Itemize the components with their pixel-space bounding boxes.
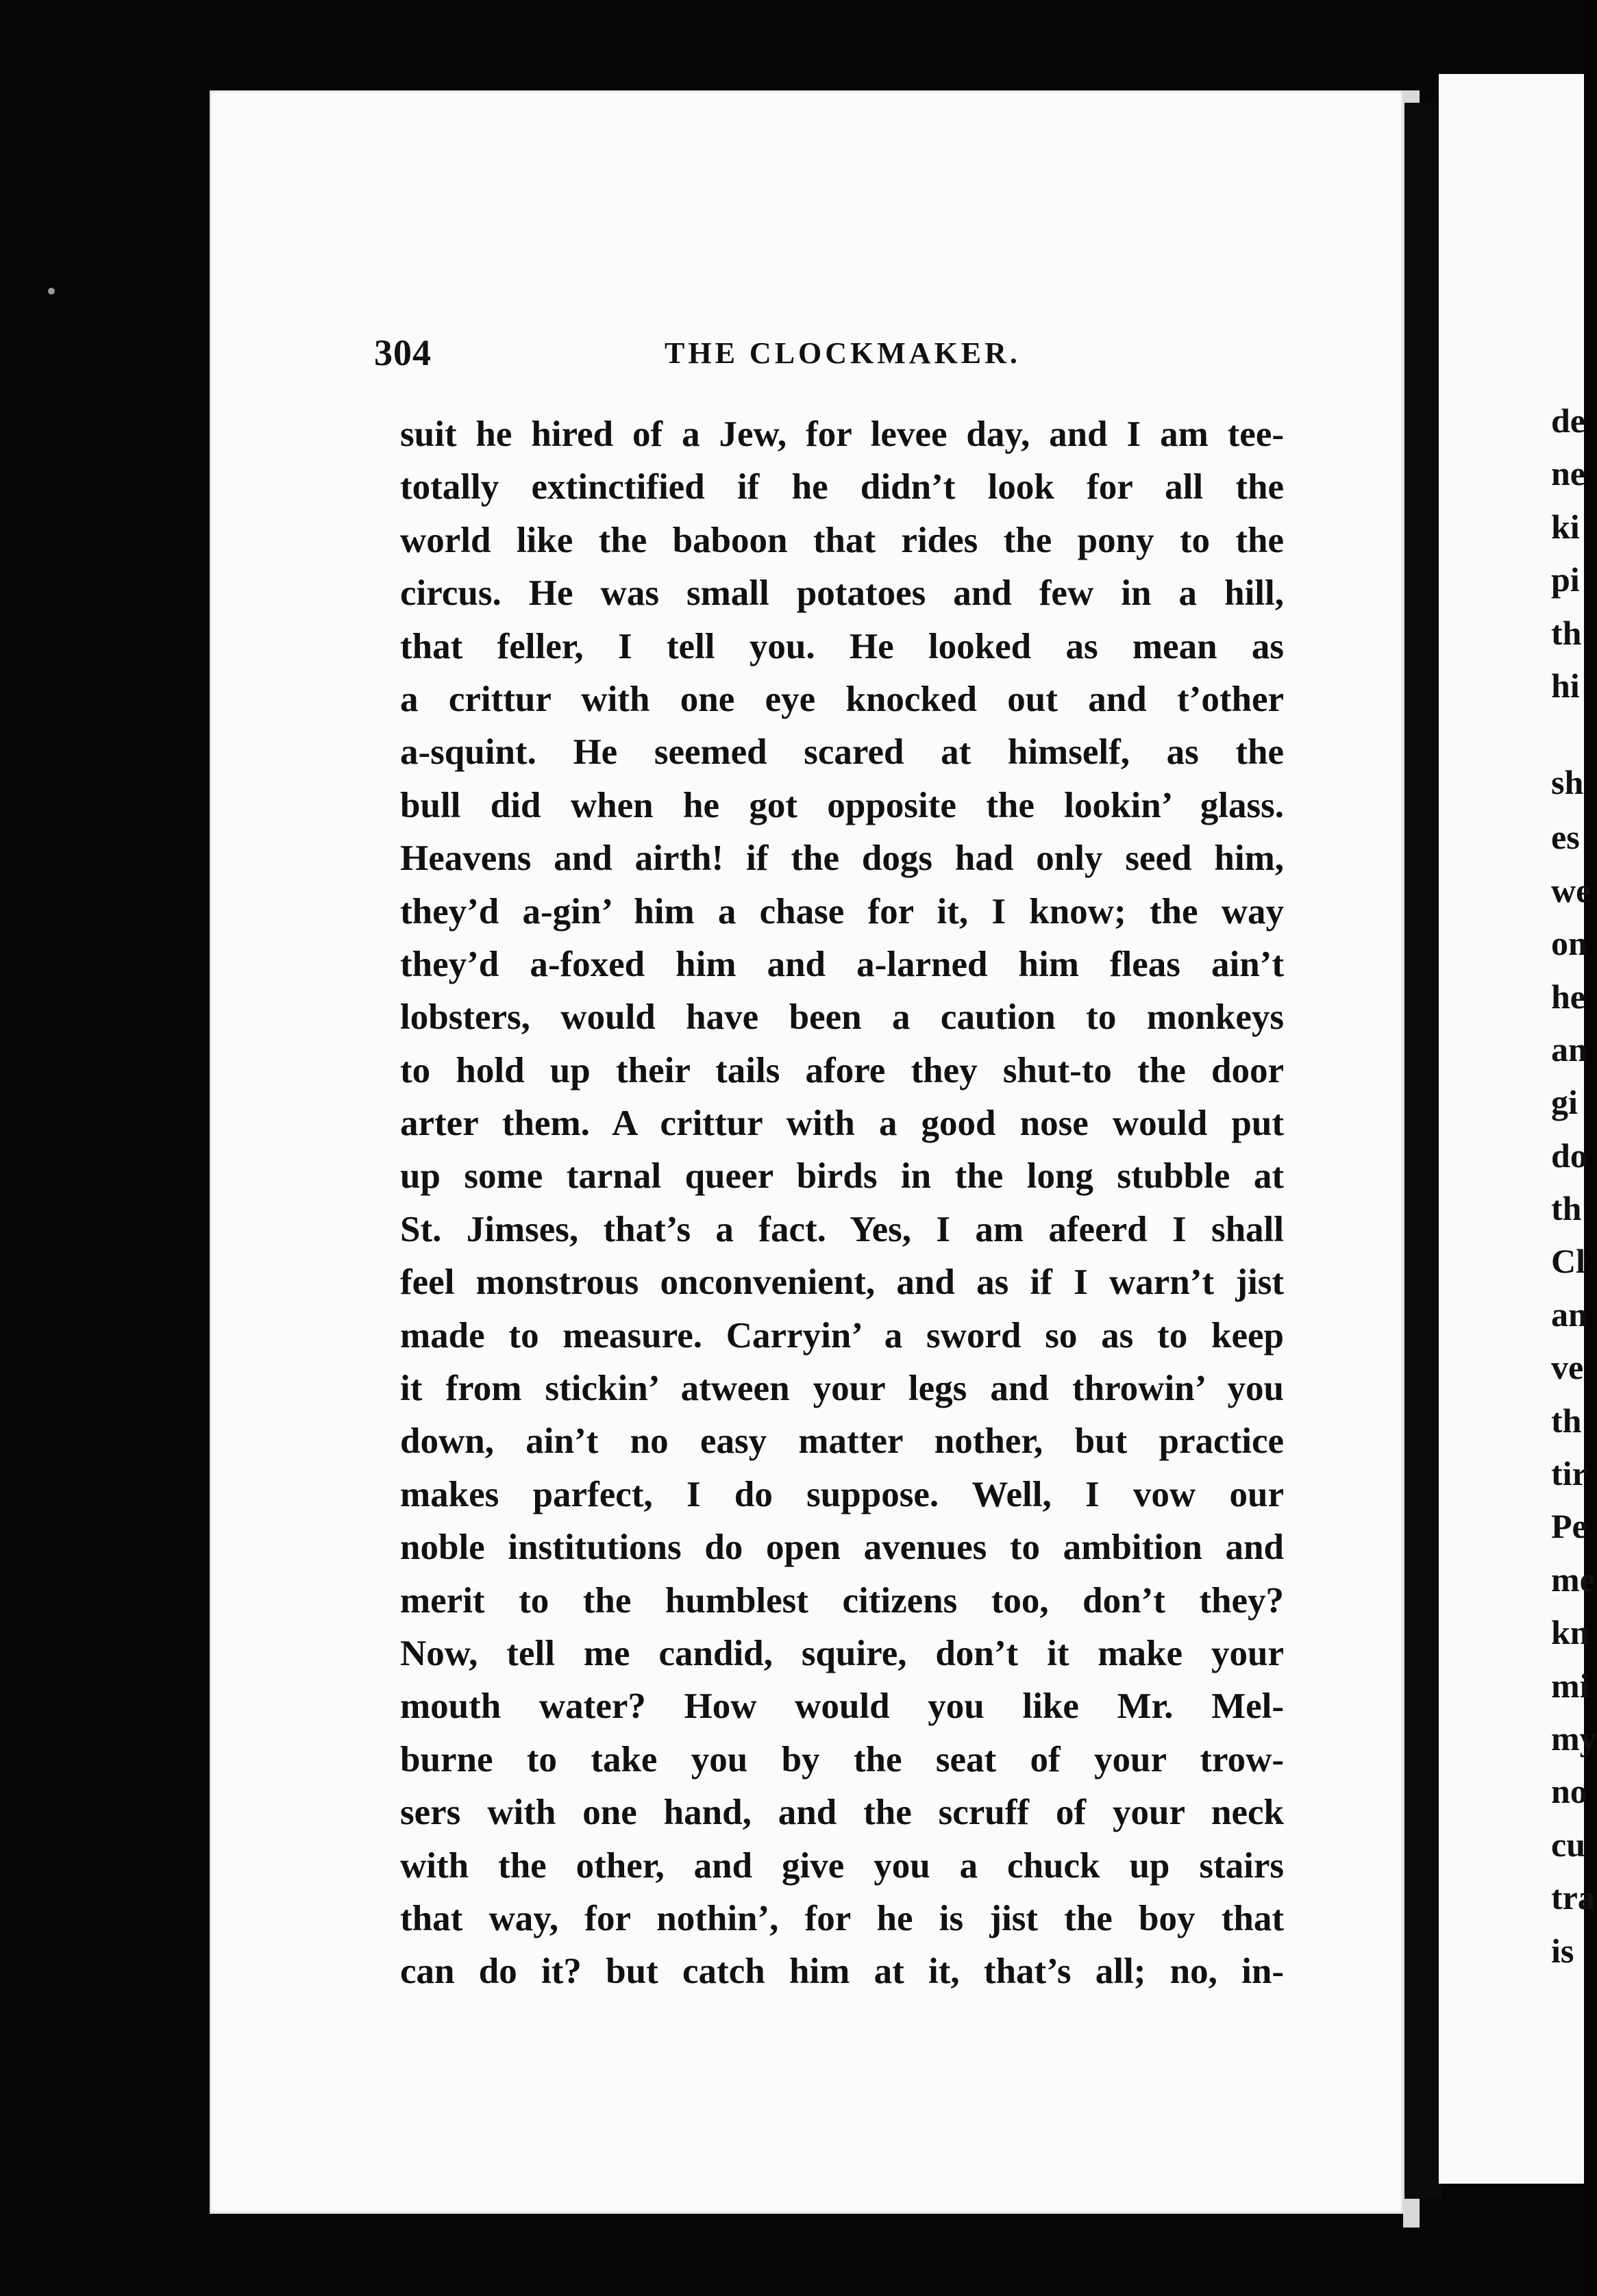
right-page-fragment: my (1551, 1719, 1597, 1758)
text-line: totally extinctified if he didn’t look for all the (400, 467, 1284, 508)
text-line: lobsters, would have been a caution to monkeys (400, 997, 1284, 1038)
right-page-fragment: no (1551, 1772, 1587, 1811)
right-page-fragment: th (1551, 1189, 1582, 1228)
right-page-fragment: hi (1551, 666, 1580, 705)
right-page-fragment: he (1551, 977, 1585, 1016)
text-line: sers with one hand, and the scruff of your neck (400, 1793, 1284, 1833)
text-line: St. Jimses, that’s a fact. Yes, I am afeerd I shall (400, 1209, 1284, 1249)
right-page-fragment: Cl (1551, 1242, 1585, 1281)
page-header (374, 332, 1306, 386)
right-page-fragment: th (1551, 1401, 1582, 1440)
text-line: burne to take you by the seat of your trow- (400, 1739, 1284, 1780)
right-page-fragment: tra (1551, 1878, 1595, 1917)
right-page-fragment: mi (1551, 1666, 1589, 1705)
text-line: Now, tell me candid, squire, don’t it make your (400, 1633, 1284, 1673)
text-line: world like the baboon that rides the pony to the (400, 520, 1284, 560)
right-page-fragment: ne (1551, 454, 1585, 493)
right-page-fragment: pi (1551, 560, 1580, 599)
right-page-fragment: tir (1551, 1454, 1587, 1493)
right-page-fragment: cu (1551, 1825, 1585, 1864)
right-page-fragment: th (1551, 613, 1582, 652)
page-number: 304 (374, 332, 432, 373)
text-line: bull did when he got opposite the lookin’ glass. (400, 785, 1284, 825)
text-line: can do it? but catch him at it, that’s all; no, in- (400, 1951, 1284, 1992)
right-page-fragment: ve (1551, 1348, 1584, 1387)
right-page-fragment: ki (1551, 507, 1580, 546)
text-line: with the other, and give you a chuck up stairs (400, 1845, 1284, 1886)
text-line: feel monstrous onconvenient, and as if I warn’t jist (400, 1262, 1284, 1303)
text-line: that feller, I tell you. He looked as mean as (400, 626, 1284, 666)
text-line: that way, for nothin’, for he is jist the boy that (400, 1898, 1284, 1938)
right-page-fragment: we (1551, 871, 1592, 910)
text-line: arter them. A crittur with a good nose would put (400, 1103, 1284, 1144)
book-gutter (1404, 103, 1443, 2199)
right-page-fragment: Pe (1551, 1507, 1587, 1546)
right-page-fragment: es (1551, 818, 1580, 857)
text-line: up some tarnal queer birds in the long stubble at (400, 1156, 1284, 1197)
text-line: a crittur with one eye knocked out and t’other (400, 679, 1284, 719)
right-page-fragment: sh (1551, 763, 1584, 802)
right-page-fragment: an (1551, 1295, 1587, 1334)
text-line: a-squint. He seemed scared at himself, as the (400, 732, 1284, 773)
running-head: THE CLOCKMAKER. (665, 336, 1021, 370)
right-page-fragment: gi (1551, 1083, 1578, 1122)
text-line: makes parfect, I do suppose. Well, I vow our (400, 1474, 1284, 1514)
text-line: to hold up their tails afore they shut-to the door (400, 1050, 1284, 1090)
right-page-fragment: on (1551, 924, 1587, 963)
body-text (400, 408, 1284, 1999)
right-page-fragment: me (1551, 1560, 1595, 1599)
text-line: they’d a-foxed him and a-larned him fleas ain’t (400, 944, 1284, 984)
text-line: made to measure. Carryin’ a sword so as to keep (400, 1315, 1284, 1356)
text-line: suit he hired of a Jew, for levee day, and I am tee- (400, 414, 1284, 454)
text-line: merit to the humblest citizens too, don’t they? (400, 1580, 1284, 1621)
right-page-fragment: kn (1551, 1613, 1589, 1652)
text-line: it from stickin’ atween your legs and throwin’ you (400, 1369, 1284, 1409)
right-page-text-fragments (1551, 395, 1597, 1977)
text-line: mouth water? How would you like Mr. Mel- (400, 1686, 1284, 1727)
right-page-fragment: de (1551, 401, 1585, 440)
scan-speck (48, 288, 55, 295)
text-line: circus. He was small potatoes and few in a hill, (400, 573, 1284, 614)
text-line: they’d a-gin’ him a chase for it, I know; the way (400, 891, 1284, 932)
text-line: down, ain’t no easy matter nother, but practice (400, 1421, 1284, 1462)
text-line: Heavens and airth! if the dogs had only seed him, (400, 838, 1284, 879)
right-page-fragment: is (1551, 1931, 1574, 1970)
right-page-fragment: an (1551, 1030, 1587, 1069)
right-page-fragment: do (1551, 1136, 1587, 1175)
text-line: noble institutions do open avenues to ambition and (400, 1527, 1284, 1568)
